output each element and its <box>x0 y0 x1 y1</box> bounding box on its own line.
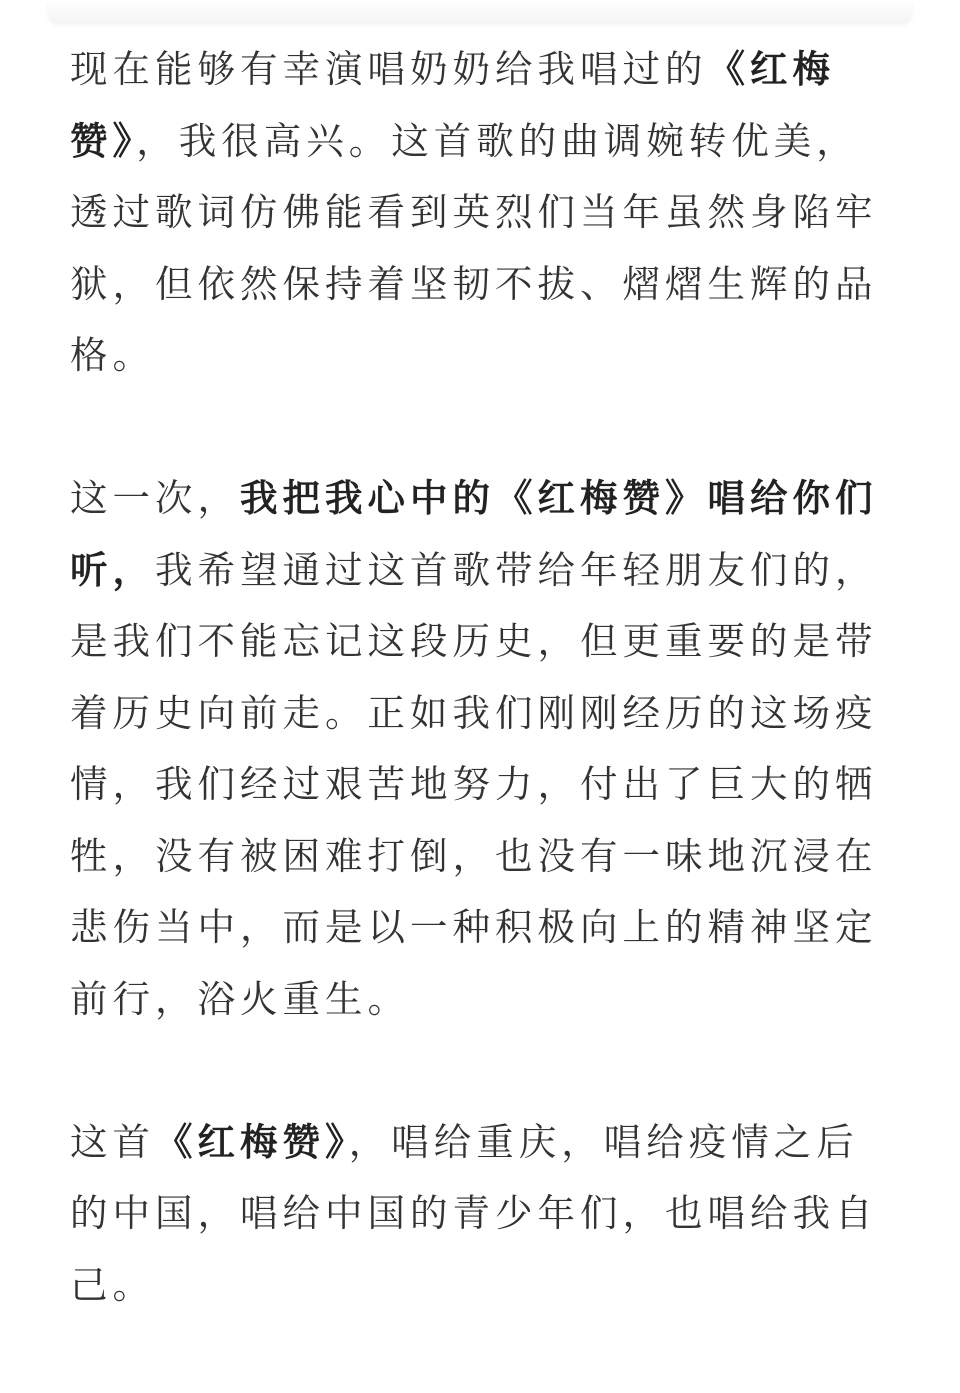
text-line <box>70 964 910 1036</box>
text-segment: 牲，没有被困难打倒，也没有一味地沉浸在 <box>70 833 878 878</box>
text-line <box>70 34 910 106</box>
bold-text: 赞》 <box>70 118 137 163</box>
text-segment: ，唱给重庆，唱给疫情之后 <box>348 1119 859 1164</box>
text-segment: 的中国，唱给中国的青少年们，也唱给我自 <box>70 1191 878 1235</box>
text-line <box>70 106 910 178</box>
text-segment: 前行，浴火重生。 <box>70 976 410 1021</box>
text-line <box>70 749 910 821</box>
text-line <box>70 1178 910 1250</box>
text-line <box>70 606 910 678</box>
text-line <box>70 678 910 750</box>
article-body <box>70 34 910 1393</box>
text-segment: 悲伤当中，而是以一种积极向上的精神坚定 <box>70 905 878 949</box>
text-line <box>70 463 910 535</box>
text-line <box>70 177 910 249</box>
bold-text: 听， <box>70 547 155 592</box>
paragraph <box>70 34 910 392</box>
bold-text: 我把我心中的《红梅赞》唱给你们 <box>240 476 878 520</box>
paragraph <box>70 1107 910 1322</box>
text-segment: 狱，但依然保持着坚韧不拔、熠熠生辉的品 <box>70 261 878 306</box>
text-segment: 己。 <box>70 1262 155 1307</box>
text-segment: 现在能够有幸演唱奶奶给我唱过的 <box>70 47 708 91</box>
text-segment: 格。 <box>70 333 155 377</box>
text-segment: 透过歌词仿佛能看到英烈们当年虽然身陷牢 <box>70 190 878 234</box>
text-segment: 这一次， <box>70 476 240 520</box>
text-line <box>70 892 910 964</box>
text-line <box>70 1250 910 1322</box>
text-line <box>70 821 910 893</box>
text-segment: 是我们不能忘记这段历史，但更重要的是带 <box>70 619 878 663</box>
text-segment: 我希望通过这首歌带给年轻朋友们的， <box>155 547 878 592</box>
text-segment: 着历史向前走。正如我们刚刚经历的这场疫 <box>70 690 878 735</box>
text-line <box>70 1107 910 1179</box>
text-segment: 这首 <box>70 1119 155 1164</box>
bold-text: 《红梅 <box>707 47 835 91</box>
text-line <box>70 535 910 607</box>
text-segment: 情，我们经过艰苦地努力，付出了巨大的牺 <box>70 762 878 806</box>
bold-text: 《红梅赞》 <box>155 1119 349 1164</box>
text-segment: ，我很高兴。这首歌的曲调婉转优美， <box>136 118 859 163</box>
text-line <box>70 249 910 321</box>
paragraph <box>70 463 910 1035</box>
top-card-edge <box>48 0 912 22</box>
text-line <box>70 320 910 392</box>
